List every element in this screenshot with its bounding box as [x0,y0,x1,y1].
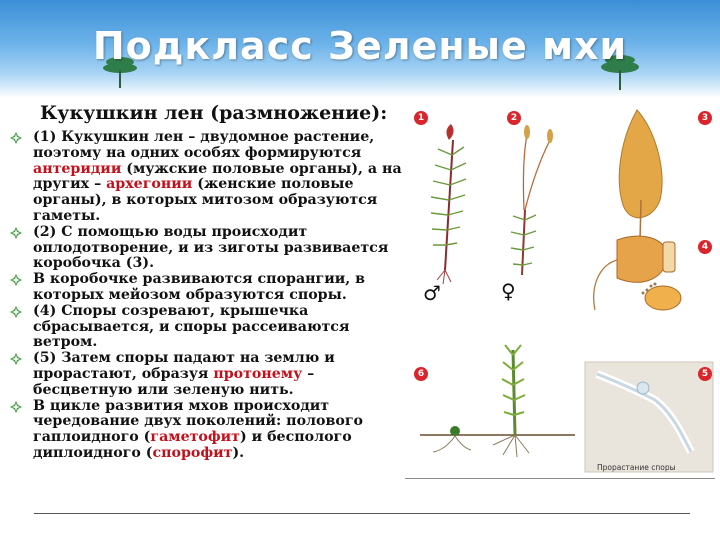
bullet-list [8,130,408,462]
bullet-text: (4) Споры созревают, крышечка сбрасывается, и споры рассеиваются ветром. [33,302,350,351]
open-capsule [594,236,681,310]
bullet-text: (2) С помощью воды происходит оплодотворение, и из зиготы развивается коробочка (3). [33,223,389,272]
female-symbol: ♀ [501,279,516,303]
bullet-item [8,351,408,398]
badge-2: 2 [507,111,521,125]
diamond-bullet-icon [9,273,23,287]
bullet-text: (5) Затем споры падают на землю и прорастают, образуя [33,350,335,382]
bullet-text: ) и бесполого диплоидного ( [33,429,352,461]
diamond-bullet-icon [9,352,23,366]
germination-caption: Прорастание споры [597,463,676,472]
female-moss-plant [511,125,553,275]
bullet-item [8,304,408,351]
male-moss-plant [431,124,466,284]
bullet-item [8,399,408,462]
term-highlight: антеридии [33,160,122,177]
diamond-bullet-icon [9,400,23,414]
moss-life-cycle-illustration [405,100,717,480]
badge-3: 3 [698,111,712,125]
bullet-text: (мужские половые органы), а на других – [33,160,402,193]
badge-5: 5 [698,367,712,381]
bullet-text: В цикле развития мхов происходит чередование двух поколений: полового гаплоидного ( [33,397,363,446]
term-highlight: архегонии [106,176,193,193]
bullet-text: (1) Кукушкин лен – двудомное растение, поэтому на одних особях формируются [33,129,375,161]
footer-rule [34,513,690,514]
bullet-text: В коробочке развиваются спорангии, в которых мейозом образуются споры. [33,271,365,303]
figure-bottom-border [405,478,715,479]
term-highlight: протонему [213,365,303,382]
slide-subtitle: Кукушкин лен (размножение): [40,102,388,124]
bullet-item [8,130,408,225]
bullet-item [8,272,408,304]
badge-4: 4 [698,240,712,254]
term-highlight: спорофит [152,444,233,461]
slide-title: Подкласс Зеленые мхи [92,24,628,68]
spore-germination-panel [585,362,713,472]
diamond-bullet-icon [9,131,23,145]
bullet-item [8,225,408,272]
bullet-text: ). [232,444,245,461]
badge-1: 1 [414,111,428,125]
male-symbol: ♂ [423,281,441,305]
diamond-bullet-icon [9,305,23,319]
term-highlight: гаметофит [150,429,240,446]
bullet-text: (женские половые органы), в которых митозом образуются гаметы. [33,176,378,224]
protonema-young-plant [420,345,575,457]
diamond-bullet-icon [9,226,23,240]
badge-6: 6 [414,367,428,381]
bullet-text: – бесцветную или зеленую нить. [33,365,315,398]
